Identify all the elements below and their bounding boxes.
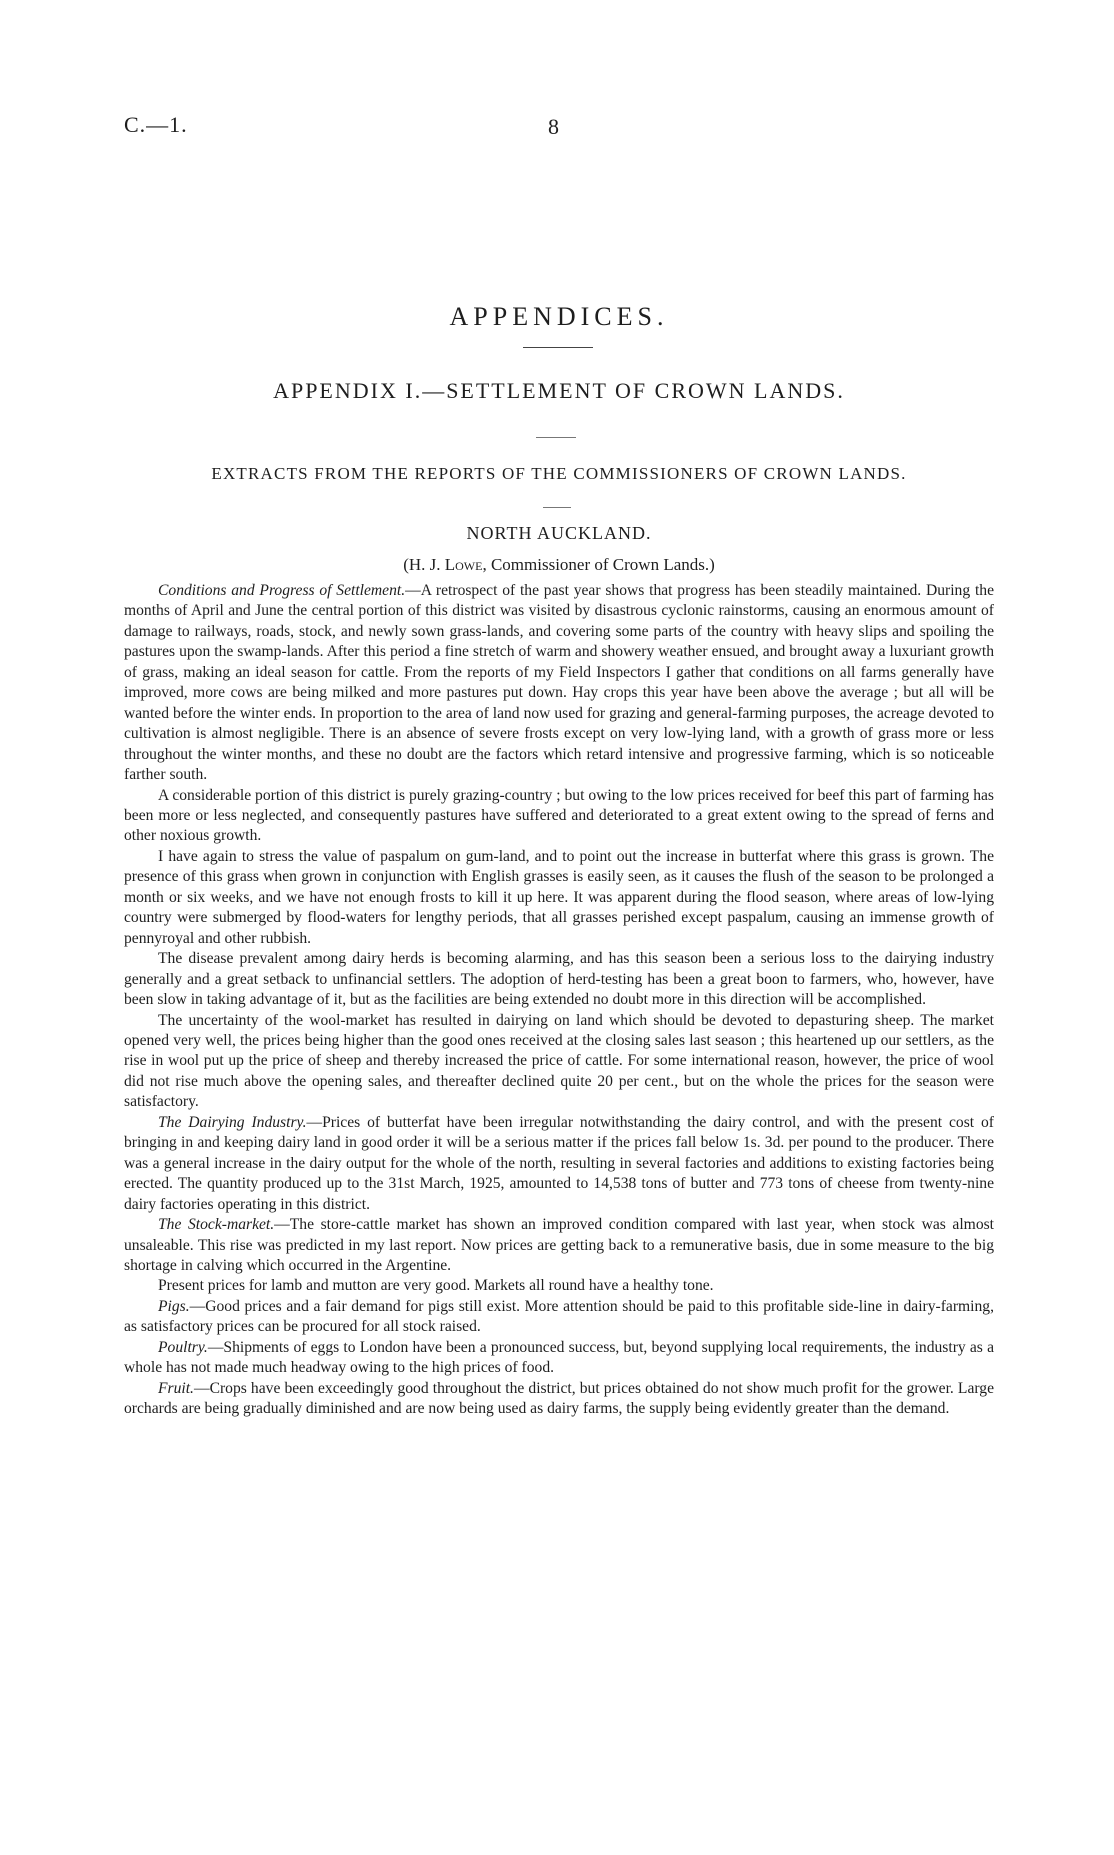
paragraph-text: —Shipments of eggs to London have been a pronounced success, but, beyond supplying local requirements, the industry as a whole has not made much headway owing to the high prices of food. [124, 1338, 994, 1377]
paragraph [124, 1215, 994, 1276]
paragraph-text: A considerable portion of this district is purely grazing-country ; but owing to the low prices received for beef this part of farming has been more or less neglected, and consequently pastures have suffered and deteriorated to a great extent owing to the spread of ferns and other noxious growth. [124, 786, 994, 845]
paragraph [124, 1113, 994, 1215]
running-head [124, 112, 994, 148]
report-body [124, 581, 994, 1420]
paragraph [124, 581, 994, 786]
paragraph-lead: The Dairying Industry. [158, 1113, 307, 1131]
appendix-title: APPENDIX I.—SETTLEMENT OF CROWN LANDS. [273, 378, 845, 403]
commissioner-role: , Commissioner of Crown Lands.) [482, 555, 715, 574]
page-number: 8 [548, 114, 559, 139]
paragraph [124, 949, 994, 1010]
commissioner-name: Lowe [444, 555, 483, 574]
paragraph-text: —Prices of butterfat have been irregular notwithstanding the dairy control, and with the present cost of bringing in and keeping dairy land in good order it will be a serious matter if the prices fall below 1s. 3d. per pound to the producer. There was a general increase in the dairy output for the whole of the north, resulting in several factories and additions to existing factories being erected. The quantity produced up to the 31st March, 1925, amounted to 14,538 tons of butter and 773 tons of cheese from twenty-nine dairy factories operating in this district. [124, 1113, 994, 1213]
title-divider [523, 347, 593, 348]
paragraph-text: —Crops have been exceedingly good throughout the district, but prices obtained do not show much profit for the grower. Large orchards are being gradually diminished and are now being used as dairy farms, the supply being evidently greater than the demand. [124, 1379, 994, 1418]
paragraph [124, 1379, 994, 1420]
paragraph-lead: Conditions and Progress of Settlement. [158, 582, 406, 599]
paragraph [124, 1338, 994, 1379]
paragraph-text: I have again to stress the value of paspalum on gum-land, and to point out the increase in butterfat where this grass is grown. The presence of this grass when grown in conjunction with English grasses is easily seen, as it causes the flush of the season to be prolonged a month or six weeks, and we have not enough frosts to kill it up here. It was apparent during the flood season, where areas of low-lying country were submerged by flood-waters for lengthy periods, that all grasses perished except paspalum, causing an immense growth of pennyroyal and other rubbish. [124, 847, 994, 947]
paragraph-lead: The Stock-market. [158, 1216, 275, 1234]
paragraph [124, 1276, 994, 1296]
paragraph [124, 847, 994, 949]
paragraph-text: —The store-cattle market has shown an improved condition compared with last year, when stock was almost unsaleable. This rise was predicted in my last report. Now prices are getting back to a remunerative basis, due in some measure to the big shortage in calving which occurred in the Argentine. [124, 1216, 995, 1274]
paragraph-lead: Pigs. [158, 1297, 190, 1315]
paragraph [124, 786, 994, 847]
paragraph [124, 1297, 994, 1338]
region-heading: NORTH AUCKLAND. [466, 523, 652, 543]
extracts-divider [543, 507, 571, 508]
extracts-heading: EXTRACTS FROM THE REPORTS OF THE COMMISSIONERS OF CROWN LANDS. [211, 464, 907, 483]
paragraph-text: Present prices for lamb and mutton are very good. Markets all round have a healthy tone. [158, 1277, 714, 1295]
paragraph-lead: Poultry. [158, 1338, 208, 1356]
paragraph-text: The disease prevalent among dairy herds is becoming alarming, and has this season been a serious loss to the dairying industry generally and a great setback to unfinancial settlers. The adoption of herd-testing has been a great boon to farmers, who, however, have been slow in taking advantage of it, but as the facilities are being extended no doubt more in this direction will be accomplished. [124, 950, 994, 1009]
commissioner-byline [124, 555, 994, 575]
byline-initials: (H. J. [403, 555, 445, 574]
appendix-divider [536, 437, 576, 438]
paragraph [124, 1011, 994, 1113]
paragraph-lead: Fruit. [158, 1379, 194, 1397]
main-title: APPENDICES. [449, 302, 669, 331]
paragraph-text: —A retrospect of the past year shows that progress has been steadily maintained. During the months of April and June the central portion of this district was visited by disastrous cyclonic rainstorms, causing an enormous amount of damage to railways, roads, stock, and newly sown grass-lands, and covering some parts of the country with heavy slips and spoiling the pastures upon the swamp-lands. After this period a fine stretch of warm and showery weather ensued, and brought away a luxuriant growth of grass, making an ideal season for cattle. From the reports of my Field Inspectors I gather that conditions on all farms generally have improved, more cows are being milked and more pastures put down. Hay crops this year have been above the average ; but all will be wanted before the winter ends. In proportion to the area of land now used for grazing and general-farming purposes, the acreage devoted to cultivation is almost negligible. There is an absence of severe frosts except on very low-lying land, with a growth of grass more or less throughout the winter months, and these no doubt are the factors which retard intensive and progressive farming, which is so noticeable farther south. [124, 582, 994, 784]
paragraph-text: The uncertainty of the wool-market has resulted in dairying on land which should be devoted to depasturing sheep. The market opened very well, the prices being higher than the good ones received at the closing sales last season ; this heartened up our settlers, as the rise in wool put up the price of sheep and thereby increased the price of cattle. For some international reason, however, the price of wool did not rise much above the opening sales, and thereafter declined quite 20 per cent., but on the whole the prices for the season were satisfactory. [124, 1011, 994, 1111]
document-reference: C.—1. [124, 112, 188, 137]
paragraph-text: —Good prices and a fair demand for pigs still exist. More attention should be paid to this profitable side-line in dairy-farming, as satisfactory prices can be procured for all stock raised. [124, 1297, 994, 1336]
